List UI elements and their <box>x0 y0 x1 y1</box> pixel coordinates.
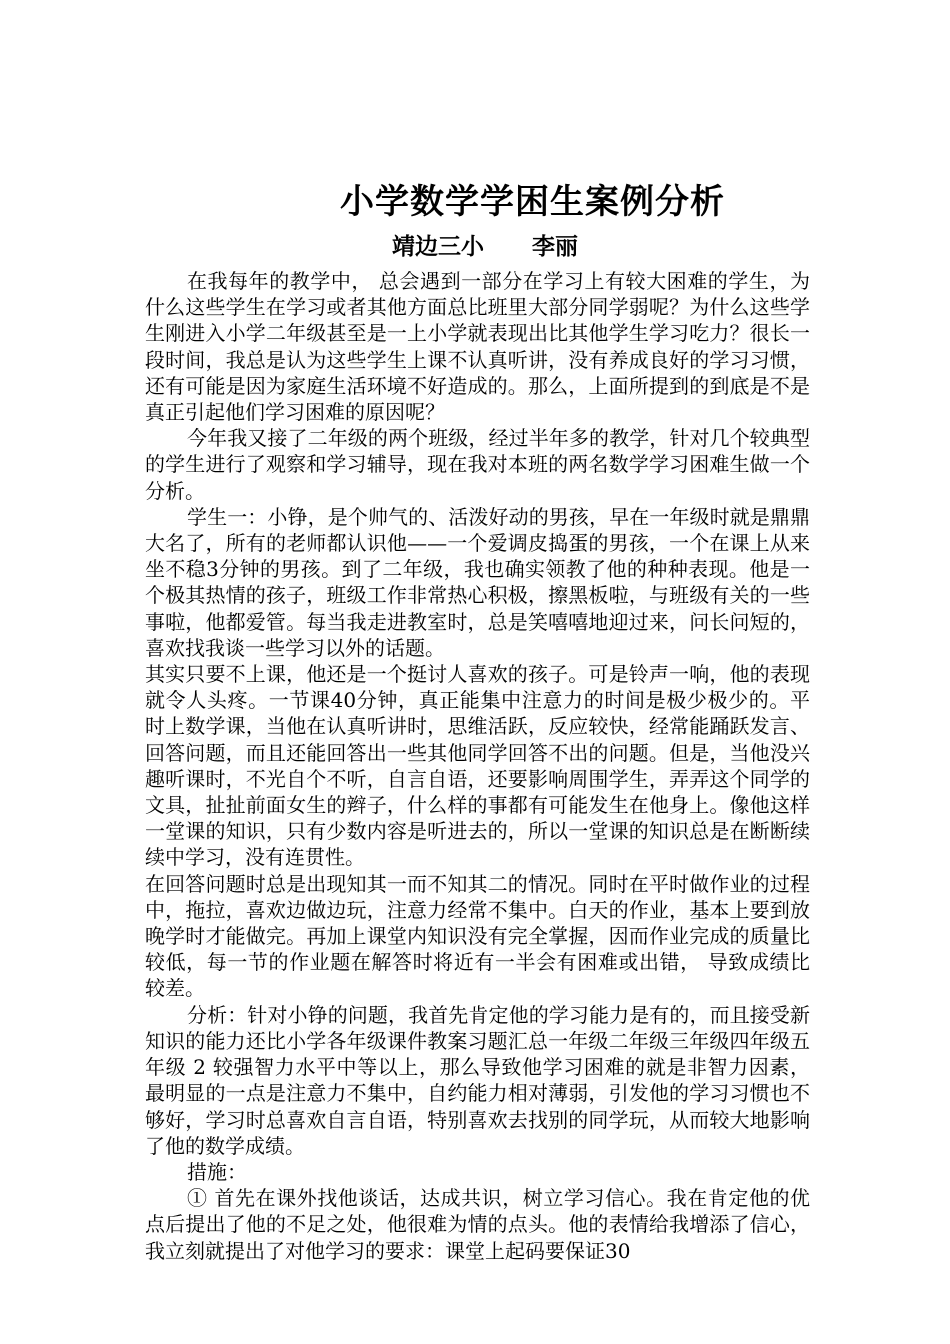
paragraph-student-one: 学生一：小铮，是个帅气的、活泼好动的男孩，早在一年级时就是鼎鼎大名了，所有的老师都认识他——一个爱调皮捣蛋的男孩，一个在课上从来坐不稳3分钟的男孩。到了二年级，我也确实领教了他的种种表现。他是一个极其热情的孩子，班级工作非常热心积极，擦黑板啦，与班级有关的一些事啦，他都爱管。每当我走进教室时，总是笑嘻嘻地迎过来，问长问短的，喜欢找我谈一些学习以外的话题。 <box>145 504 810 660</box>
document-author: 靖边三小 李丽 <box>391 233 579 260</box>
paragraph-intro: 在我每年的教学中， 总会遇到一部分在学习上有较大困难的学生，为什么这些学生在学习或者其他方面总比班里大部分同学弱呢？为什么这些学生刚进入小学二年级甚至是一上小学就表现出比其他学生学习吃力？很长一段时间，我总是认为这些学生上课不认真听讲，没有养成良好的学习习惯，还有可能是因为家庭生活环境不好造成的。那么，上面所提到的到底是不是真正引起他们学习困难的原因呢？ <box>145 269 810 425</box>
paragraph-context: 今年我又接了二年级的两个班级，经过半年多的教学，针对几个较典型的学生进行了观察和学习辅导，现在我对本班的两名数学学习困难生做一个分析。 <box>145 426 810 503</box>
document-body <box>145 268 810 1264</box>
paragraph-homework: 在回答问题时总是出现知其一而不知其二的情况。同时在平时做作业的过程中，拖拉，喜欢边做边玩，注意力经常不集中。白天的作业，基本上要到放晚学时才能做完。再加上课堂内知识没有完全掌握，因而作业完成的质量比较低，每一节的作业题在解答时将近有一半会有困难或出错， 导致成绩比较差。 <box>145 871 810 1001</box>
document-title: 小学数学学困生案例分析 <box>340 182 725 222</box>
paragraph-measures-heading: 措施： <box>187 1159 247 1184</box>
paragraph-analysis: 分析：针对小铮的问题，我首先肯定他的学习能力是有的，而且接受新知识的能力还比小学各年级课件教案习题汇总一年级二年级三年级四年级五年级 2 较强智力水平中等以上，那么导致他学习困难的就是非智力因素，最明显的一点是注意力不集中，自约能力相对薄弱，引发他的学习习惯也不够好，学习时总喜欢自言自语，特别喜欢去找别的同学玩，从而较大地影响了他的数学成绩。 <box>145 1002 810 1158</box>
paragraph-measure-one: ① 首先在课外找他谈话，达成共识，树立学习信心。我在肯定他的优点后提出了他的不足之处，他很难为情的点头。他的表情给我增添了信心，我立刻就提出了对他学习的要求：课堂上起码要保证30 <box>145 1186 810 1263</box>
paragraph-classroom-behavior: 其实只要不上课，他还是一个挺讨人喜欢的孩子。可是铃声一响，他的表现就令人头疼。一节课40分钟，真正能集中注意力的时间是极少极少的。平时上数学课，当他在认真听讲时，思维活跃，反应较快，经常能踊跃发言、回答问题，而且还能回答出一些其他同学回答不出的问题。但是，当他没兴趣听课时，不光自个不听，自言自语，还要影响周围学生，弄弄这个同学的文具，扯扯前面女生的辫子，什么样的事都有可能发生在他身上。像他这样一堂课的知识，只有少数内容是听进去的，所以一堂课的知识总是在断断续续中学习，没有连贯性。 <box>145 662 810 870</box>
